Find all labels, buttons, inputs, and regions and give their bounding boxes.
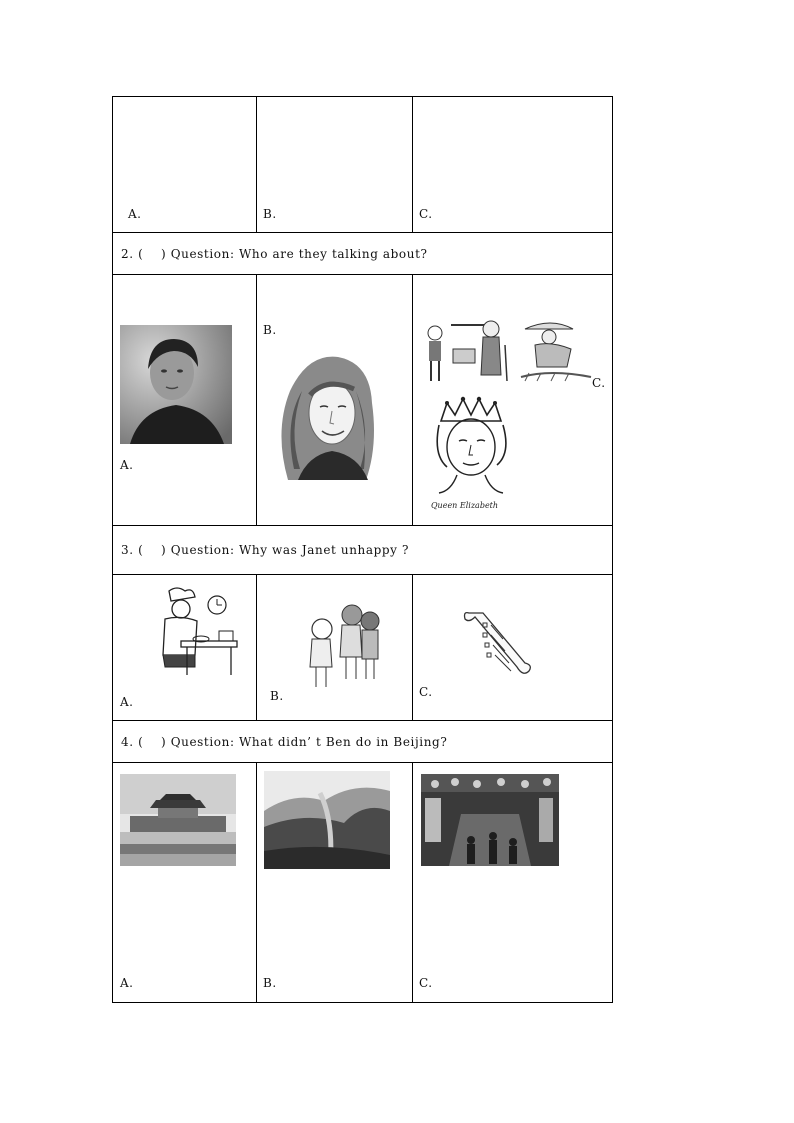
street-market-photo	[421, 774, 559, 866]
q1-option-a	[113, 97, 256, 232]
option-label-a: A.	[128, 207, 142, 221]
option-label-b: B.	[263, 323, 277, 337]
listening-table	[112, 96, 613, 1003]
queen-elizabeth-caption: Queen Elizabeth	[431, 501, 499, 510]
q3-option-a	[113, 575, 256, 720]
cartoon-girls-whispering	[302, 595, 382, 695]
queen-elizabeth-sketch	[427, 395, 515, 517]
tiananmen-photo	[120, 774, 236, 866]
question-3-text: 3. ( ) Question: Why was Janet unhappy ?	[121, 543, 410, 557]
q2-option-a	[113, 275, 256, 525]
option-label-b: B.	[263, 207, 277, 221]
q3-option-c	[412, 575, 612, 720]
q2-question-row	[112, 233, 613, 275]
cartoon-shop-and-farmer	[421, 315, 593, 389]
q4-option-b	[256, 763, 412, 1002]
option-label-c: C.	[419, 976, 433, 990]
q1-option-c	[412, 97, 612, 232]
question-2-text: 2. ( ) Question: Who are they talking about?	[121, 246, 428, 261]
option-label-a: A.	[120, 458, 134, 472]
q3-option-b	[256, 575, 412, 720]
portrait-woman-photo	[120, 325, 232, 444]
option-label-a: A.	[120, 695, 134, 709]
option-label-c: C.	[419, 207, 433, 221]
q4-options-row	[112, 763, 613, 1003]
q2-option-b	[256, 275, 412, 525]
q2-option-c	[412, 275, 612, 525]
q3-question-row	[112, 526, 613, 575]
cartoon-cook-baking	[135, 585, 241, 680]
option-label-a: A.	[120, 976, 134, 990]
q3-options-row	[112, 575, 613, 721]
portrait-sketch	[268, 351, 385, 480]
q1-options-row	[112, 96, 613, 233]
q1-option-b	[256, 97, 412, 232]
checklist-scroll	[461, 605, 533, 687]
q4-option-c	[412, 763, 612, 1002]
great-wall-photo	[264, 771, 390, 869]
option-label-b: B.	[270, 689, 284, 703]
q2-options-row	[112, 275, 613, 526]
option-label-b: B.	[263, 976, 277, 990]
q4-question-row	[112, 721, 613, 763]
option-label-c: C.	[592, 376, 606, 390]
q4-option-a	[113, 763, 256, 1002]
option-label-c: C.	[419, 685, 433, 699]
question-4-text: 4. ( ) Question: What didn’ t Ben do in Beijing?	[121, 734, 448, 749]
